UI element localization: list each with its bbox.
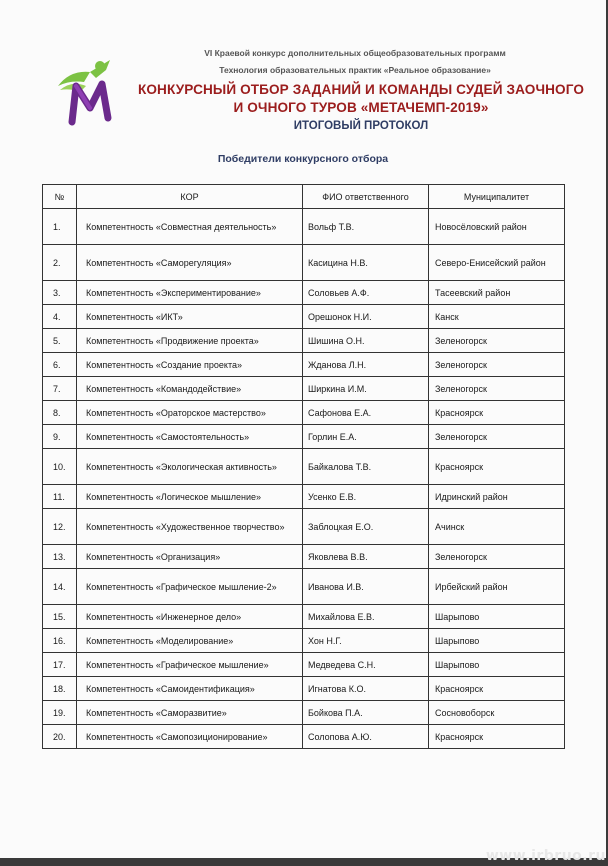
- row-responsible: Усенко Е.В.: [303, 485, 429, 509]
- row-competence: Компетентность «Самопозиционирование»: [77, 725, 303, 749]
- title-line-2: И ОЧНОГО ТУРОВ «МЕТАЧЕМП-2019»: [233, 100, 489, 115]
- row-municipality: Красноярск: [429, 677, 565, 701]
- row-competence: Компетентность «Графическое мышление-2»: [77, 569, 303, 605]
- metachamp-logo-icon: [50, 56, 124, 126]
- row-responsible: Хон Н.Г.: [303, 629, 429, 653]
- title-line-1: КОНКУРСНЫЙ ОТБОР ЗАДАНИЙ И КОМАНДЫ СУДЕЙ ЗАОЧНОГО: [137, 82, 585, 97]
- row-responsible: Яковлева В.В.: [303, 545, 429, 569]
- header-line-2: Технология образовательных практик «Реальное образование»: [219, 65, 491, 75]
- row-responsible: Байкалова Т.В.: [303, 449, 429, 485]
- row-competence: Компетентность «Самоидентификация»: [77, 677, 303, 701]
- header-line-1: VI Краевой конкурс дополнительных общеобразовательных программ: [204, 48, 506, 58]
- watermark: www.irbruo.ru: [485, 848, 606, 864]
- row-number: 9.: [43, 425, 77, 449]
- row-number: 11.: [43, 485, 77, 509]
- row-responsible: Касицина Н.В.: [303, 245, 429, 281]
- row-responsible: Орешонок Н.И.: [303, 305, 429, 329]
- row-municipality: Красноярск: [429, 725, 565, 749]
- row-competence: Компетентность «Моделирование»: [77, 629, 303, 653]
- row-competence: Компетентность «Логическое мышление»: [77, 485, 303, 509]
- row-competence: Компетентность «Инженерное дело»: [77, 605, 303, 629]
- row-responsible: Сафонова Е.А.: [303, 401, 429, 425]
- row-municipality: Идринский район: [429, 485, 565, 509]
- table-row: [43, 605, 565, 629]
- table-row: [43, 329, 565, 353]
- row-responsible: Соловьев А.Ф.: [303, 281, 429, 305]
- row-municipality: Шарыпово: [429, 629, 565, 653]
- row-municipality: Шарыпово: [429, 653, 565, 677]
- row-number: 17.: [43, 653, 77, 677]
- row-municipality: Сосновоборск: [429, 701, 565, 725]
- row-competence: Компетентность «Продвижение проекта»: [77, 329, 303, 353]
- row-competence: Компетентность «Саморазвитие»: [77, 701, 303, 725]
- row-competence: Компетентность «Графическое мышление»: [77, 653, 303, 677]
- row-responsible: Ширкина И.М.: [303, 377, 429, 401]
- row-municipality: Красноярск: [429, 401, 565, 425]
- table-row: [43, 425, 565, 449]
- row-municipality: Канск: [429, 305, 565, 329]
- column-header-responsible: ФИО ответственного: [303, 185, 429, 209]
- row-responsible: Бойкова П.А.: [303, 701, 429, 725]
- table-row: [43, 281, 565, 305]
- winners-table: [42, 184, 565, 749]
- row-competence: Компетентность «Командодействие»: [77, 377, 303, 401]
- table-row: [43, 485, 565, 509]
- row-municipality: Северо-Енисейский район: [429, 245, 565, 281]
- row-responsible: Медведева С.Н.: [303, 653, 429, 677]
- row-competence: Компетентность «Саморегуляция»: [77, 245, 303, 281]
- row-responsible: Солопова А.Ю.: [303, 725, 429, 749]
- row-municipality: Красноярск: [429, 449, 565, 485]
- row-responsible: Шишина О.Н.: [303, 329, 429, 353]
- row-competence: Компетентность «Ораторское мастерство»: [77, 401, 303, 425]
- column-header-municipality: Муниципалитет: [429, 185, 565, 209]
- table-row: [43, 545, 565, 569]
- column-header-number: №: [43, 185, 77, 209]
- row-responsible: Игнатова К.О.: [303, 677, 429, 701]
- row-number: 6.: [43, 353, 77, 377]
- row-number: 16.: [43, 629, 77, 653]
- row-responsible: Жданова Л.Н.: [303, 353, 429, 377]
- row-municipality: Зеленогорск: [429, 377, 565, 401]
- table-row: [43, 449, 565, 485]
- row-competence: Компетентность «Экологическая активность»: [77, 449, 303, 485]
- row-number: 14.: [43, 569, 77, 605]
- row-number: 13.: [43, 545, 77, 569]
- table-row: [43, 401, 565, 425]
- column-header-kor: КОР: [77, 185, 303, 209]
- row-number: 4.: [43, 305, 77, 329]
- row-competence: Компетентность «Художественное творчество»: [77, 509, 303, 545]
- row-municipality: Ирбейский район: [429, 569, 565, 605]
- table-row: [43, 725, 565, 749]
- row-number: 18.: [43, 677, 77, 701]
- row-number: 1.: [43, 209, 77, 245]
- row-number: 7.: [43, 377, 77, 401]
- row-number: 12.: [43, 509, 77, 545]
- row-municipality: Шарыпово: [429, 605, 565, 629]
- row-number: 3.: [43, 281, 77, 305]
- row-responsible: Михайлова Е.В.: [303, 605, 429, 629]
- table-row: [43, 353, 565, 377]
- table-row: [43, 677, 565, 701]
- table-row: [43, 245, 565, 281]
- row-number: 15.: [43, 605, 77, 629]
- table-row: [43, 629, 565, 653]
- row-responsible: Иванова И.В.: [303, 569, 429, 605]
- row-competence: Компетентность «Экспериментирование»: [77, 281, 303, 305]
- row-responsible: Горлин Е.А.: [303, 425, 429, 449]
- document-subtitle: ИТОГОВЫЙ ПРОТОКОЛ: [293, 120, 429, 132]
- row-competence: Компетентность «Совместная деятельность»: [77, 209, 303, 245]
- row-competence: Компетентность «Самостоятельность»: [77, 425, 303, 449]
- row-municipality: Новосёловский район: [429, 209, 565, 245]
- table-row: [43, 701, 565, 725]
- row-number: 10.: [43, 449, 77, 485]
- row-number: 2.: [43, 245, 77, 281]
- table-row: [43, 509, 565, 545]
- table-row: [43, 377, 565, 401]
- table-header-row: [43, 185, 565, 209]
- row-number: 5.: [43, 329, 77, 353]
- table-row: [43, 569, 565, 605]
- row-municipality: Зеленогорск: [429, 545, 565, 569]
- row-municipality: Ачинск: [429, 509, 565, 545]
- table-row: [43, 653, 565, 677]
- row-municipality: Зеленогорск: [429, 425, 565, 449]
- section-title: Победители конкурсного отбора: [217, 153, 389, 165]
- row-responsible: Вольф Т.В.: [303, 209, 429, 245]
- row-municipality: Зеленогорск: [429, 329, 565, 353]
- row-responsible: Заблоцкая Е.О.: [303, 509, 429, 545]
- row-number: 20.: [43, 725, 77, 749]
- row-number: 8.: [43, 401, 77, 425]
- row-competence: Компетентность «ИКТ»: [77, 305, 303, 329]
- table-row: [43, 209, 565, 245]
- row-competence: Компетентность «Создание проекта»: [77, 353, 303, 377]
- row-number: 19.: [43, 701, 77, 725]
- table-row: [43, 305, 565, 329]
- row-municipality: Тасеевский район: [429, 281, 565, 305]
- row-competence: Компетентность «Организация»: [77, 545, 303, 569]
- row-municipality: Зеленогорск: [429, 353, 565, 377]
